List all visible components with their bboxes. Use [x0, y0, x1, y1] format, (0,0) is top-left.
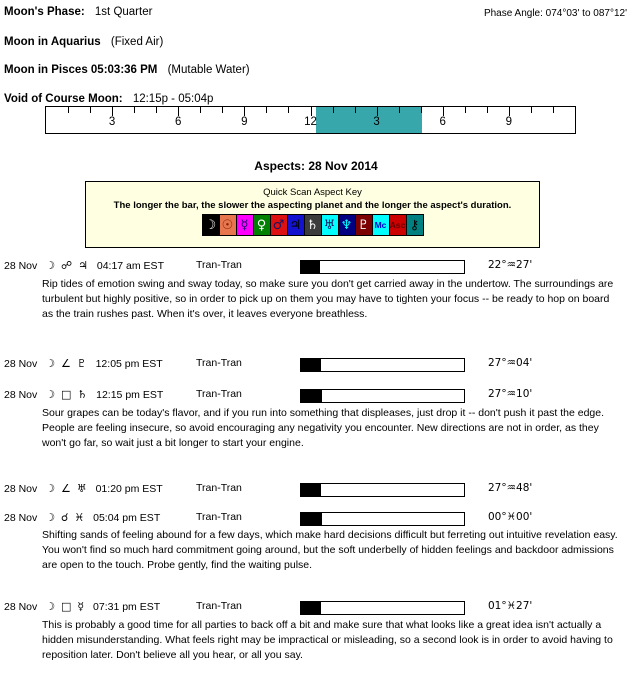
planet-key-chiron-icon: ⚷	[406, 215, 423, 235]
duration-bar	[300, 601, 465, 615]
aspect-type: Tran-Tran	[196, 388, 242, 400]
ruler-tick	[531, 107, 532, 113]
aspect-row-lead	[4, 482, 163, 495]
aspect-type: Tran-Tran	[196, 511, 242, 523]
ruler-tick	[112, 107, 113, 116]
aspect-date: 28 Nov	[4, 512, 38, 524]
ruler-tick	[222, 107, 223, 113]
opposition-icon: ☍	[61, 259, 73, 272]
planet-key-neptune-icon: ♆	[338, 215, 355, 235]
ruler-tick	[266, 107, 267, 113]
aspect-type: Tran-Tran	[196, 357, 242, 369]
ruler-hour-label: 6	[175, 116, 182, 128]
ruler-tick	[443, 107, 444, 116]
planet-key-midheaven: Mc	[372, 215, 389, 235]
aspect-degree: 27°♒10'	[488, 388, 533, 400]
ruler-tick	[421, 107, 422, 113]
ruler-hour-label: 9	[505, 116, 513, 128]
void-of-course-label: Void of Course Moon:	[4, 93, 123, 105]
aspect-type: Tran-Tran	[196, 259, 242, 271]
ruler-tick	[311, 107, 312, 116]
phase-angle-value: Phase Angle: 074°03' to 087°12'	[483, 8, 627, 19]
planet-key-strip	[202, 214, 424, 236]
duration-bar-fill	[301, 390, 322, 402]
void-of-course-line	[4, 93, 213, 105]
moon-sign-line-pisces	[4, 64, 250, 76]
aspect-interpretation: Rip tides of emotion swing and sway today, so make sure you don't get carried away in the undertow. The surroundings are turbulent but highly positive, so in order to pick up on them you may have to tighten your focus -- be ready to hop on board as the train rushes past. When it's over, it leaves everyone breathless.	[42, 278, 614, 320]
ruler-tick	[134, 107, 135, 113]
moon-icon: ☽	[45, 357, 56, 370]
ruler-hour-label: 9	[241, 116, 248, 128]
aspect-degree: 27°♒48'	[488, 482, 533, 494]
duration-bar	[300, 260, 465, 274]
ruler-tick	[553, 107, 554, 113]
ruler-tick	[487, 107, 488, 113]
ruler-tick	[200, 107, 201, 113]
duration-bar-fill	[301, 484, 321, 496]
conjunction-icon: ☌	[61, 511, 69, 524]
planet-key-ascendant: Asc	[389, 215, 406, 235]
pluto-icon: ♇	[76, 357, 87, 370]
void-of-course-value: 12:15p - 05:04p	[132, 93, 214, 105]
ruler-tick	[90, 107, 91, 113]
ruler-tick	[333, 107, 334, 113]
saturn-icon: ♄	[77, 388, 88, 401]
aspect-degree: 27°♒04'	[488, 357, 533, 369]
ruler-hour-label: 3	[108, 116, 116, 128]
aspect-date: 28 Nov	[4, 483, 38, 495]
aspect-interpretation: Sour grapes can be today's flavor, and if you run into something that displeases, just drop it -- don't push it past the edge. People are feeling insecure, so avoid encouraging any negativity you encounter. New directions are not in order, as they won't go far, so wait just a bit longer to start your engine.	[42, 407, 605, 449]
aspect-key-subtitle: The longer the bar, the slower the aspecting planet and the longer the aspect's duration.	[113, 200, 512, 211]
ruler-tick	[288, 107, 289, 113]
planet-key-jupiter-icon: ♃	[287, 215, 304, 235]
aspect-time: 07:31 pm EST	[93, 601, 161, 613]
moon-in-aquarius-label: Moon in Aquarius	[4, 36, 101, 48]
moon-in-pisces-note: (Mutable Water)	[167, 64, 250, 76]
aspect-row-lead	[4, 600, 160, 613]
aspect-row	[0, 357, 632, 373]
aspect-degree: 01°♓27'	[488, 600, 533, 612]
aspect-row	[0, 482, 632, 498]
ruler-hour-label: 3	[373, 116, 380, 128]
quick-scan-aspect-key-box	[85, 181, 540, 248]
planet-key-venus-icon: ♀	[253, 215, 270, 235]
duration-bar	[300, 512, 465, 526]
aspect-time: 01:20 pm EST	[95, 483, 163, 495]
aspect-row	[0, 600, 632, 616]
moons-phase-label: Moon's Phase:	[4, 6, 85, 18]
duration-bar-fill	[301, 602, 321, 614]
planet-key-moon-icon: ☽	[203, 215, 219, 235]
ruler-tick	[178, 107, 179, 116]
moons-phase-value: 1st Quarter	[94, 6, 153, 18]
aspect-type: Tran-Tran	[196, 482, 242, 494]
moons-phase-line	[4, 6, 152, 18]
aspect-interpretation: Shifting sands of feeling abound for a few days, which make hard decisions difficult but ferreting out intuitive revelation easy. You won't find so much hard commitment going around, but the soft underbelly of hidden feelings and backdoor admissions are open to the touch. Probe gently, find the waiting pulse.	[42, 529, 618, 571]
moon-in-aquarius-note: (Fixed Air)	[110, 36, 164, 48]
duration-bar-fill	[301, 359, 321, 371]
aspect-degree: 00°♓00'	[488, 511, 533, 523]
aspect-row	[0, 511, 632, 527]
jupiter-icon: ♃	[78, 259, 88, 272]
aspect-time: 05:04 pm EST	[93, 512, 161, 524]
duration-bar	[300, 483, 465, 497]
aspect-interpretation: This is probably a good time for all parties to back off a bit and make sure that what looks like a great idea isn't actually a hidden misunderstanding. What feels right may be impractical or misleading, so a second look is in order to avoid having to reposition later. Don't believe all you hear, or all you say.	[42, 619, 613, 661]
moon-icon: ☽	[45, 259, 56, 272]
aspect-time: 12:05 pm EST	[95, 358, 163, 370]
ruler-hour-label: 6	[439, 116, 446, 128]
square-icon: □	[61, 388, 72, 401]
aspect-row-lead	[4, 388, 163, 401]
aspect-time: 12:15 pm EST	[96, 389, 164, 401]
aspect-row-lead	[4, 259, 164, 272]
ruler-tick	[465, 107, 466, 113]
duration-bar-fill	[301, 513, 322, 525]
planet-key-saturn-icon: ♄	[304, 215, 321, 235]
ruler-hour-label: 12	[304, 116, 317, 128]
aspect-time: 04:17 am EST	[96, 260, 164, 272]
uranus-icon: ♅	[76, 482, 87, 495]
planet-key-sun-icon: ☉	[219, 215, 236, 235]
moon-icon: ☽	[45, 600, 56, 613]
aspect-degree: 22°♒27'	[488, 259, 533, 271]
aspect-row	[0, 259, 632, 275]
duration-bar	[300, 358, 465, 372]
ruler-tick	[355, 107, 356, 113]
moon-in-pisces-label: Moon in Pisces 05:03:36 PM	[4, 64, 158, 76]
duration-bar-fill	[301, 261, 320, 273]
aspect-row-lead	[4, 511, 160, 524]
aspect-row	[0, 388, 632, 404]
moon-icon: ☽	[45, 511, 56, 524]
planet-key-mars-icon: ♂	[270, 215, 287, 235]
aspect-key-title: Quick Scan Aspect Key	[263, 187, 362, 198]
ruler-tick	[509, 107, 510, 116]
moon-icon: ☽	[45, 388, 56, 401]
mercury-icon: ☿	[77, 600, 85, 613]
aspect-date: 28 Nov	[4, 260, 38, 272]
day-hours-ruler	[45, 106, 576, 134]
aspect-date: 28 Nov	[4, 358, 38, 370]
semisquare-icon: ∠	[61, 357, 71, 370]
planet-key-mercury-icon: ☿	[236, 215, 253, 235]
aspect-date: 28 Nov	[4, 389, 38, 401]
aspect-date: 28 Nov	[4, 601, 38, 613]
semisquare-icon: ∠	[61, 482, 71, 495]
aspects-title: Aspects: 28 Nov 2014	[254, 159, 378, 173]
duration-bar	[300, 389, 465, 403]
planet-key-pluto-icon: ♇	[355, 215, 372, 235]
ruler-tick	[156, 107, 157, 113]
moon-sign-line-aquarius	[4, 36, 163, 48]
aspect-row-lead	[4, 357, 163, 370]
ruler-tick	[377, 107, 378, 116]
moon-icon: ☽	[45, 482, 56, 495]
ruler-tick	[68, 107, 69, 113]
ruler-tick	[244, 107, 245, 116]
pisces-icon: ♓	[74, 511, 85, 524]
aspect-type: Tran-Tran	[196, 600, 242, 612]
square-icon: □	[61, 600, 72, 613]
ruler-tick	[399, 107, 400, 113]
planet-key-uranus-icon: ♅	[321, 215, 338, 235]
